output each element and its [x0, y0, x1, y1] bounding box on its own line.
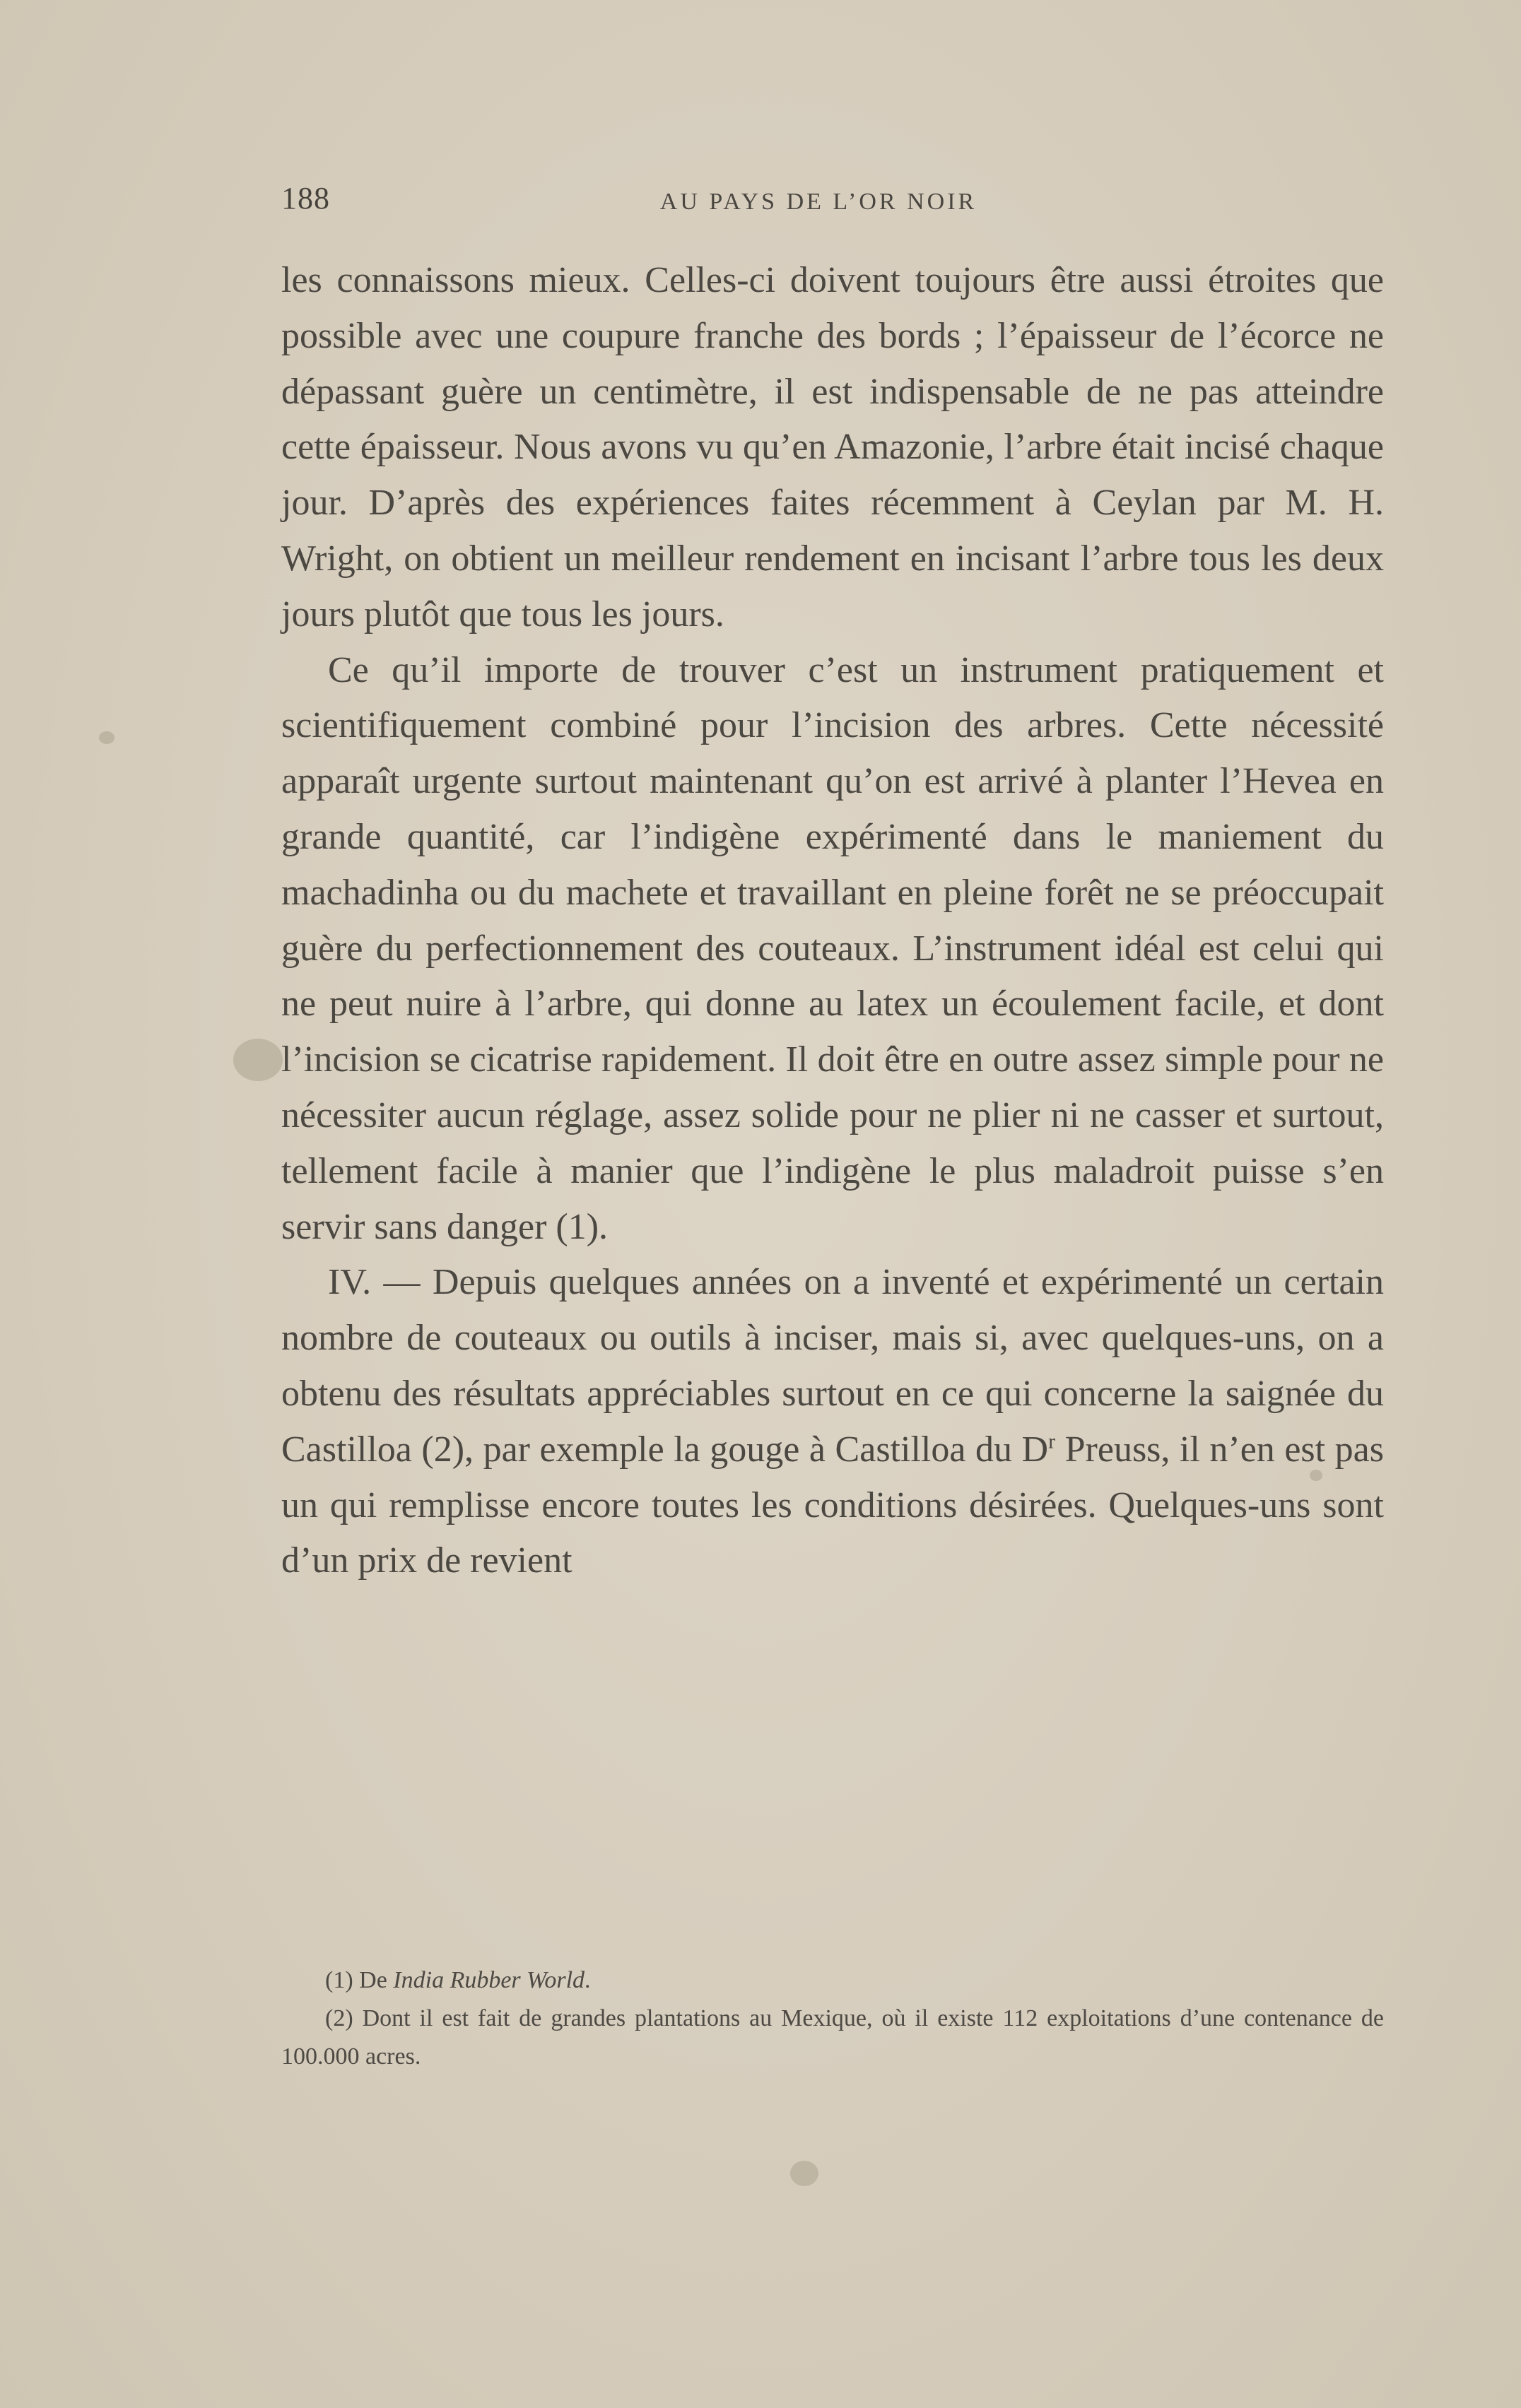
doctor-superscript: r [1048, 1429, 1056, 1453]
paragraph-1: les connaissons mieux. Celles-ci doivent toujours être aussi étroites que possible avec une coupure franche des bords ; l’épaisseur de l’écorce ne dépassant guère un centimètre, il est indispensable de ne pas atteindre cette épaisseur. Nous avons vu qu’en Amazonie, l’arbre était incisé chaque jour. D’après des expériences faites récemment à Ceylan par M. H. Wright, on obtient un meilleur rendement en incisant l’arbre tous les deux jours plutôt que tous les jours. [281, 260, 1384, 635]
paper-stain [99, 731, 114, 744]
paragraph-2: Ce qu’il importe de trouver c’est un instrument pratiquement et scientifiquement combiné pour l’incision des arbres. Cette nécessité apparaît urgente surtout maintenant qu’on est arrivé à planter l’Hevea en grande quantité, car l’indigène expérimenté dans le maniement du machadinha ou du machete et travaillant en pleine forêt ne se préoccupait guère du perfectionnement des couteaux. L’instrument idéal est celui qui ne peut nuire à l’arbre, qui donne au latex un écoulement facile, et dont l’incision se cicatrise rapidement. Il doit être en outre assez simple pour ne nécessiter aucun réglage, assez solide pour ne plier ni ne casser et surtout, tellement facile à manier que l’indigène le plus maladroit puisse s’en servir sans danger (1). [281, 649, 1384, 1247]
page-header [281, 180, 1384, 223]
paper-stain [233, 1039, 283, 1081]
paragraph-3-text: IV. — Depuis quelques années on a inventé et expérimenté un certain nombre de couteaux ou outils à inciser, mais si, avec quelques-uns, on a obtenu des résultats appréciables surtout en ce qui concerne la saignée du Castilloa (2), par exemple la gouge à Castilloa du D [281, 1262, 1384, 1470]
footnote-1-marker: (1) De [325, 1967, 394, 1993]
paragraph-3 [281, 1255, 1384, 1589]
paper-stain [790, 2161, 818, 2186]
footnotes [281, 1961, 1384, 2076]
paragraph-3-text-end: Preuss, il n’en est pas un qui remplisse encore toutes les conditions désirées. Quelques-uns sont d’un prix de revient [281, 1429, 1384, 1581]
page-number: 188 [281, 181, 330, 216]
main-text [281, 253, 1384, 1589]
footnote-1-end: . [585, 1967, 591, 1993]
footnote-1 [281, 1961, 1384, 2000]
footnote-1-source: India Rubber World [393, 1967, 585, 1993]
footnote-2: (2) Dont il est fait de grandes plantations au Mexique, où il existe 112 exploitations d’une contenance de 100.000 acres. [281, 2005, 1384, 2070]
running-head: AU PAYS DE L’OR NOIR [659, 189, 977, 215]
